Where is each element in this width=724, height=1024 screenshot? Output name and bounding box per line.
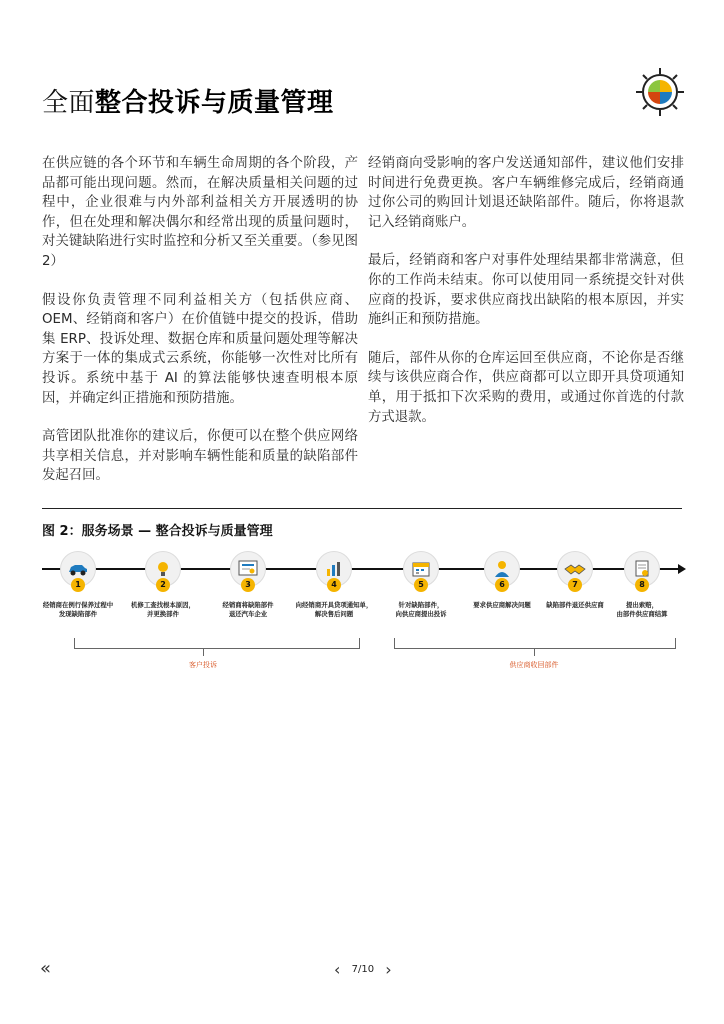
car-icon	[60, 551, 96, 587]
calendar-icon	[403, 551, 439, 587]
person-icon	[484, 551, 520, 587]
page-title-light: 全面	[42, 88, 96, 118]
paragraph: 假设你负责管理不同利益相关方（包括供应商、OEM、经销商和客户）在价值链中提交的投诉，借助集 ERP、投诉处理、数据仓库和质量问题处理等解决方案于一体的集成式云系统，你能够一次性对比所有投诉。系统中基于 AI 的算法能够快速查明根本原因，并确定纠正措施和预防措施。	[42, 292, 358, 406]
step-number: 3	[241, 578, 255, 592]
step-label: 经销商将缺陷部件 退还汽车企业	[222, 601, 274, 618]
step-label: 向经销商开具贷项通知单， 解决售后问题	[295, 601, 373, 618]
timeline-step-8	[602, 551, 682, 631]
paragraph: 在供应链的各个环节和车辆生命周期的各个阶段，产品都可能出现问题。然而，在解决质量相关问题的过程中，企业很难与内外部利益相关方开展透明的协作，但在处理和解决偶尔和经常出现的质量问题时，对关键缺陷进行实时监控和分析又至关重要。（参见图 2）	[42, 156, 358, 269]
supplier-bracket	[394, 638, 676, 649]
step-number: 2	[156, 578, 170, 592]
customer-group-label: 客户投诉	[189, 661, 217, 669]
back-to-start-button[interactable]: «	[40, 958, 52, 979]
report-icon	[230, 551, 266, 587]
timeline-step-4	[294, 551, 374, 631]
pagination	[334, 960, 392, 979]
handshake-icon	[557, 551, 593, 587]
page-number: 7/10	[351, 964, 375, 975]
page-title-bold: 整合投诉与质量管理	[95, 88, 334, 118]
next-page-button[interactable]: ›	[385, 960, 392, 979]
figure-title: 图 2：服务场景 — 整合投诉与质量管理	[42, 524, 273, 539]
step-number: 5	[414, 578, 428, 592]
invoice-icon	[624, 551, 660, 587]
right-column	[368, 154, 684, 446]
timeline-step-5	[381, 551, 461, 631]
customer-bracket	[74, 638, 360, 649]
timeline-step-2	[123, 551, 203, 631]
idea-icon	[145, 551, 181, 587]
step-label: 要求供应商解决问题	[473, 601, 531, 609]
step-number: 4	[327, 578, 341, 592]
supplier-group-label: 供应商收回部件	[509, 661, 559, 669]
paragraph: 经销商向受影响的客户发送通知部件，建议他们安排时间进行免费更换。客户车辆维修完成后，经销商通过你公司的购回计划退还缺陷部件。随后，你将退款记入经销商账户。	[368, 156, 684, 230]
supplier-bracket-tick	[534, 648, 535, 656]
page-title	[42, 82, 334, 119]
prev-page-button[interactable]: ‹	[334, 960, 341, 979]
customer-bracket-tick	[203, 648, 204, 656]
paragraph: 高管团队批准你的建议后，你便可以在整个供应网络共享相关信息，并对影响车辆性能和质量的缺陷部件发起召回。	[42, 429, 358, 484]
paragraph: 随后，部件从你的仓库运回至供应商，不论你是否继续与该供应商合作，供应商都可以立即开具贷项通知单，用于抵扣下次采购的费用，或通过你首选的付款方式退款。	[368, 350, 684, 425]
timeline-step-3	[208, 551, 288, 631]
step-label: 缺陷部件退还供应商	[546, 601, 604, 609]
step-number: 6	[495, 578, 509, 592]
step-label: 经销商在例行保养过程中 发现缺陷部件	[42, 601, 114, 618]
step-label: 机修工查找根本原因， 并更换部件	[131, 601, 195, 618]
section-divider	[42, 508, 682, 509]
step-number: 1	[71, 578, 85, 592]
paragraph: 最后，经销商和客户对事件处理结果都非常满意，但你的工作尚未结束。你可以使用同一系统提交针对供应商的投诉，要求供应商找出缺陷的根本原因，并实施纠正和预防措施。	[368, 253, 684, 328]
step-label: 针对缺陷部件， 向供应商提出投诉	[395, 601, 447, 618]
gear-chart-icon	[634, 66, 686, 118]
left-column	[42, 154, 358, 505]
timeline-step-6	[462, 551, 542, 631]
timeline-step-1	[38, 551, 118, 631]
step-number: 7	[568, 578, 582, 592]
chart-icon	[316, 551, 352, 587]
step-label: 提出索赔， 由部件供应商结算	[616, 601, 668, 618]
step-number: 8	[635, 578, 649, 592]
